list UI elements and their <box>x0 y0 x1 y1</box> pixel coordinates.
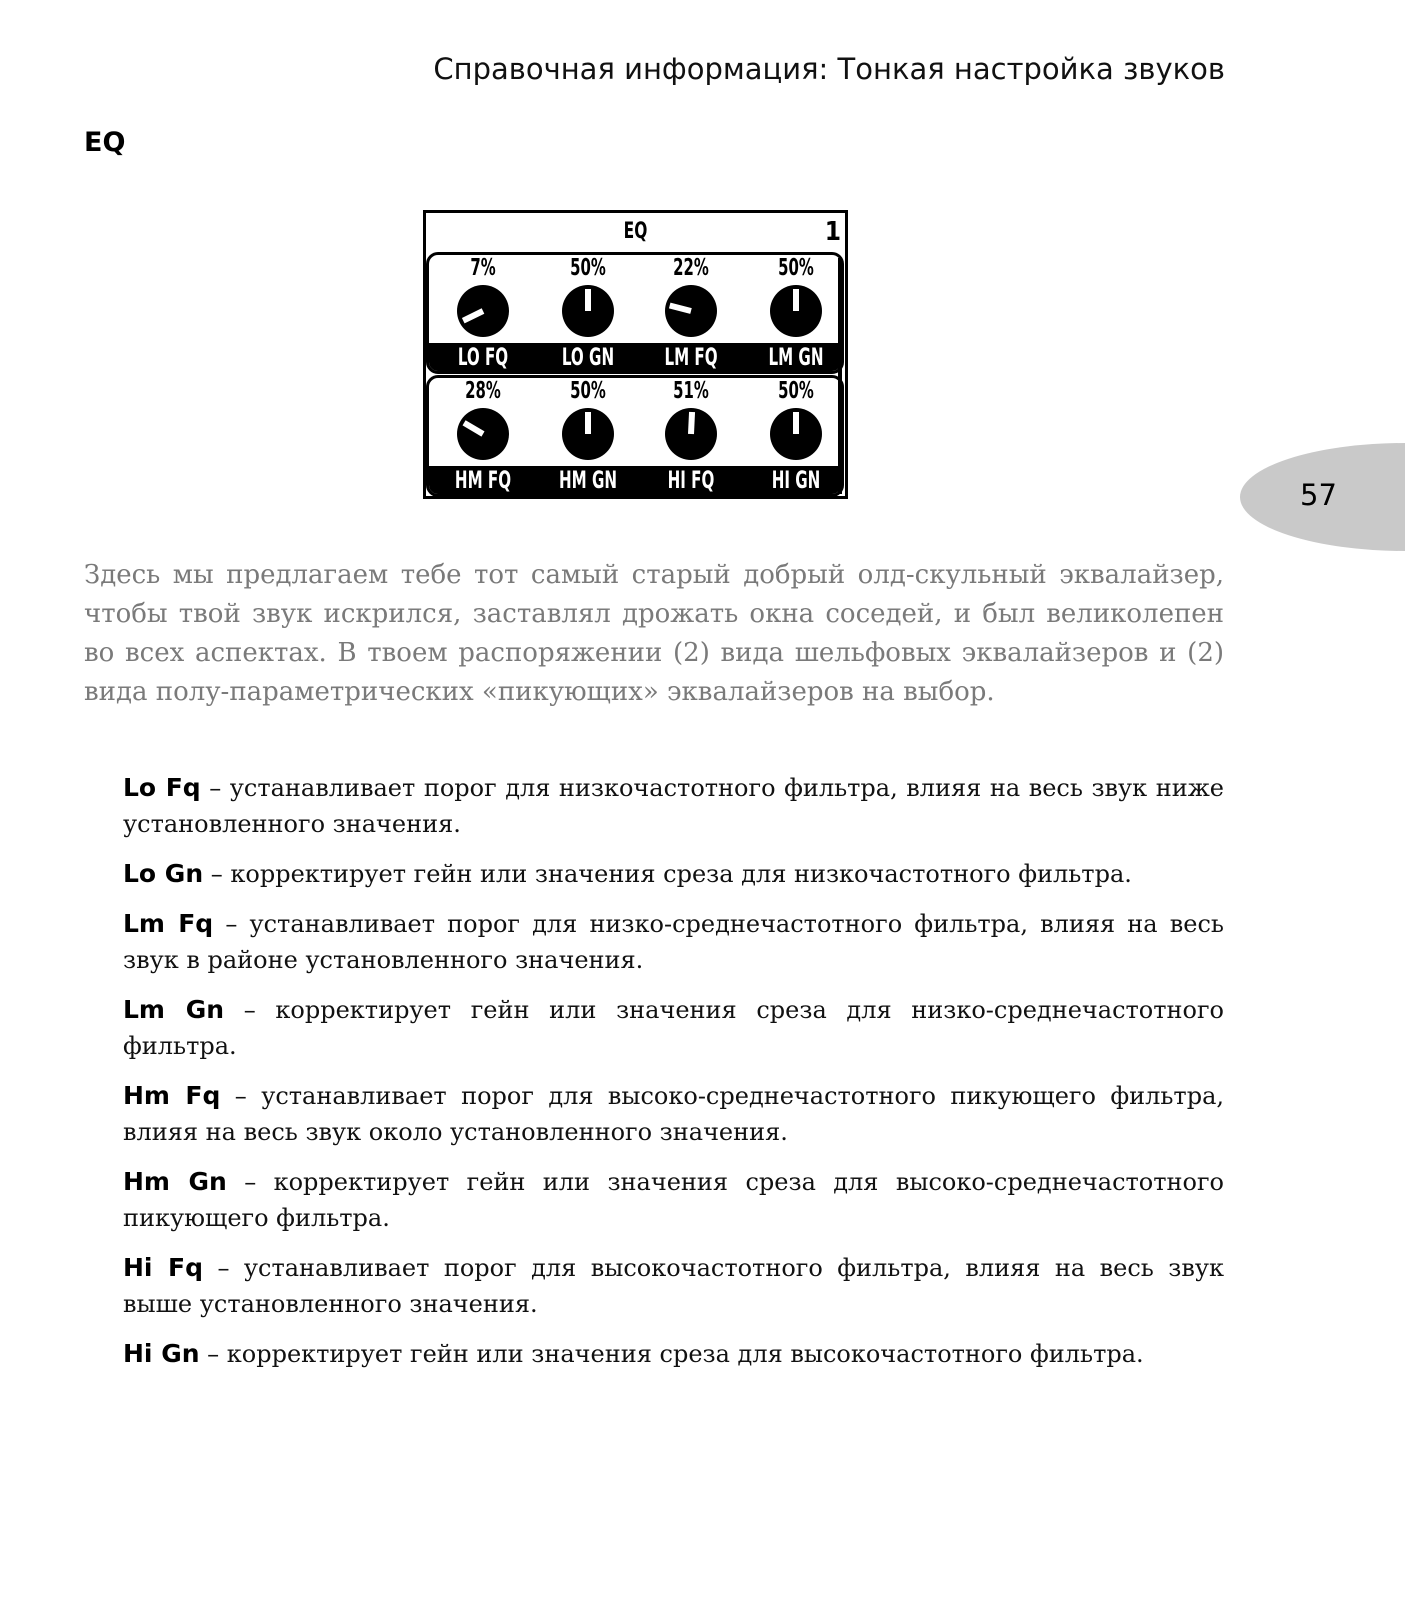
eq-display <box>423 210 848 499</box>
definition-text: – корректирует гейн или значения среза для высокочастотного фильтра. <box>199 1340 1144 1368</box>
knob-lm-fq[interactable] <box>639 255 743 347</box>
running-header: Справочная информация: Тонкая настройка звуков <box>433 52 1225 86</box>
knob-value: 50% <box>778 255 814 281</box>
knob-dial-icon <box>560 406 616 462</box>
definition-text: – корректирует гейн или значения среза для высоко-среднечастотного пикующего фильтра. <box>123 1168 1224 1232</box>
knob-lo-fq[interactable] <box>431 255 535 347</box>
label-bar <box>429 343 841 371</box>
definition-term: Lm Gn <box>123 995 225 1024</box>
knob-row-2 <box>426 375 844 497</box>
definition-text: – корректирует гейн или значения среза для низкочастотного фильтра. <box>203 860 1132 888</box>
knob-dial-icon <box>768 283 824 339</box>
knob-hm-fq[interactable] <box>431 378 535 470</box>
label-bar <box>429 466 841 494</box>
knob-value: 7% <box>470 255 496 281</box>
knob-row-1 <box>426 252 844 374</box>
definition-item <box>123 1164 1224 1236</box>
knob-hi-gn[interactable] <box>744 378 844 470</box>
knob-lo-gn[interactable] <box>536 255 640 347</box>
knob-label: LM GN <box>768 343 824 371</box>
knob-value: 50% <box>778 378 814 404</box>
definition-item <box>123 770 1224 842</box>
knob-hm-gn[interactable] <box>536 378 640 470</box>
definition-term: Hi Gn <box>123 1339 200 1368</box>
knob-hi-fq[interactable] <box>639 378 743 470</box>
knob-dial-icon <box>663 283 719 339</box>
definition-term: Lo Gn <box>123 859 204 888</box>
section-heading: EQ <box>84 127 126 158</box>
knob-dial-icon <box>455 406 511 462</box>
definition-item <box>123 856 1224 892</box>
definition-term: Lm Fq <box>123 909 214 938</box>
knob-dial-icon <box>560 283 616 339</box>
knob-dial-icon <box>455 283 511 339</box>
definition-text: – корректирует гейн или значения среза для низко-среднечастотного фильтра. <box>123 996 1224 1060</box>
definition-text: – устанавливает порог для высоко-среднечастотного пикующего фильтра, влияя на весь звук около установленного значения. <box>123 1082 1225 1146</box>
definition-list <box>123 770 1224 1386</box>
definition-item <box>123 1336 1224 1372</box>
knob-value: 22% <box>673 255 709 281</box>
knob-dial-icon <box>768 406 824 462</box>
knob-label: HM GN <box>558 466 618 494</box>
knob-label: HM FQ <box>454 466 512 494</box>
display-page-number: 1 <box>824 217 841 247</box>
knob-label: LM FQ <box>664 343 718 371</box>
knob-value: 51% <box>673 378 709 404</box>
knob-value: 50% <box>570 255 606 281</box>
knob-label: HI GN <box>771 466 821 494</box>
knob-value: 50% <box>570 378 606 404</box>
definition-item <box>123 906 1224 978</box>
definition-item <box>123 1250 1224 1322</box>
definition-text: – устанавливает порог для низкочастотного фильтра, влияя на весь звук ниже установленного значения. <box>123 774 1224 838</box>
knob-label: LO FQ <box>457 343 509 371</box>
definition-text: – устанавливает порог для низко-среднечастотного фильтра, влияя на весь звук в районе установленного значения. <box>123 910 1224 974</box>
definition-term: Hm Gn <box>123 1167 227 1196</box>
definition-term: Lo Fq <box>123 773 201 802</box>
definition-item <box>123 1078 1224 1150</box>
knob-dial-icon <box>663 406 719 462</box>
display-title: EQ <box>623 219 648 244</box>
definition-text: – устанавливает порог для высокочастотного фильтра, влияя на весь звук выше установленного значения. <box>123 1254 1225 1318</box>
knob-label: HI FQ <box>667 466 715 494</box>
knob-label: LO GN <box>561 343 615 371</box>
page-number: 57 <box>1300 478 1337 512</box>
intro-paragraph: Здесь мы предлагаем тебе тот самый старый добрый олд-скульный эквалайзер, чтобы твой звук искрился, заставлял дрожать окна соседей, и был великолепен во всех аспектах. В твоем распоряжении (2) вида шельфовых эквалайзеров и (2) вида полу-параметрических «пикующих» эквалайзеров на выбор. <box>84 560 1224 707</box>
knob-lm-gn[interactable] <box>744 255 844 347</box>
knob-value: 28% <box>465 378 501 404</box>
definition-term: Hm Fq <box>123 1081 221 1110</box>
definition-term: Hi Fq <box>123 1253 203 1282</box>
definition-item <box>123 992 1224 1064</box>
